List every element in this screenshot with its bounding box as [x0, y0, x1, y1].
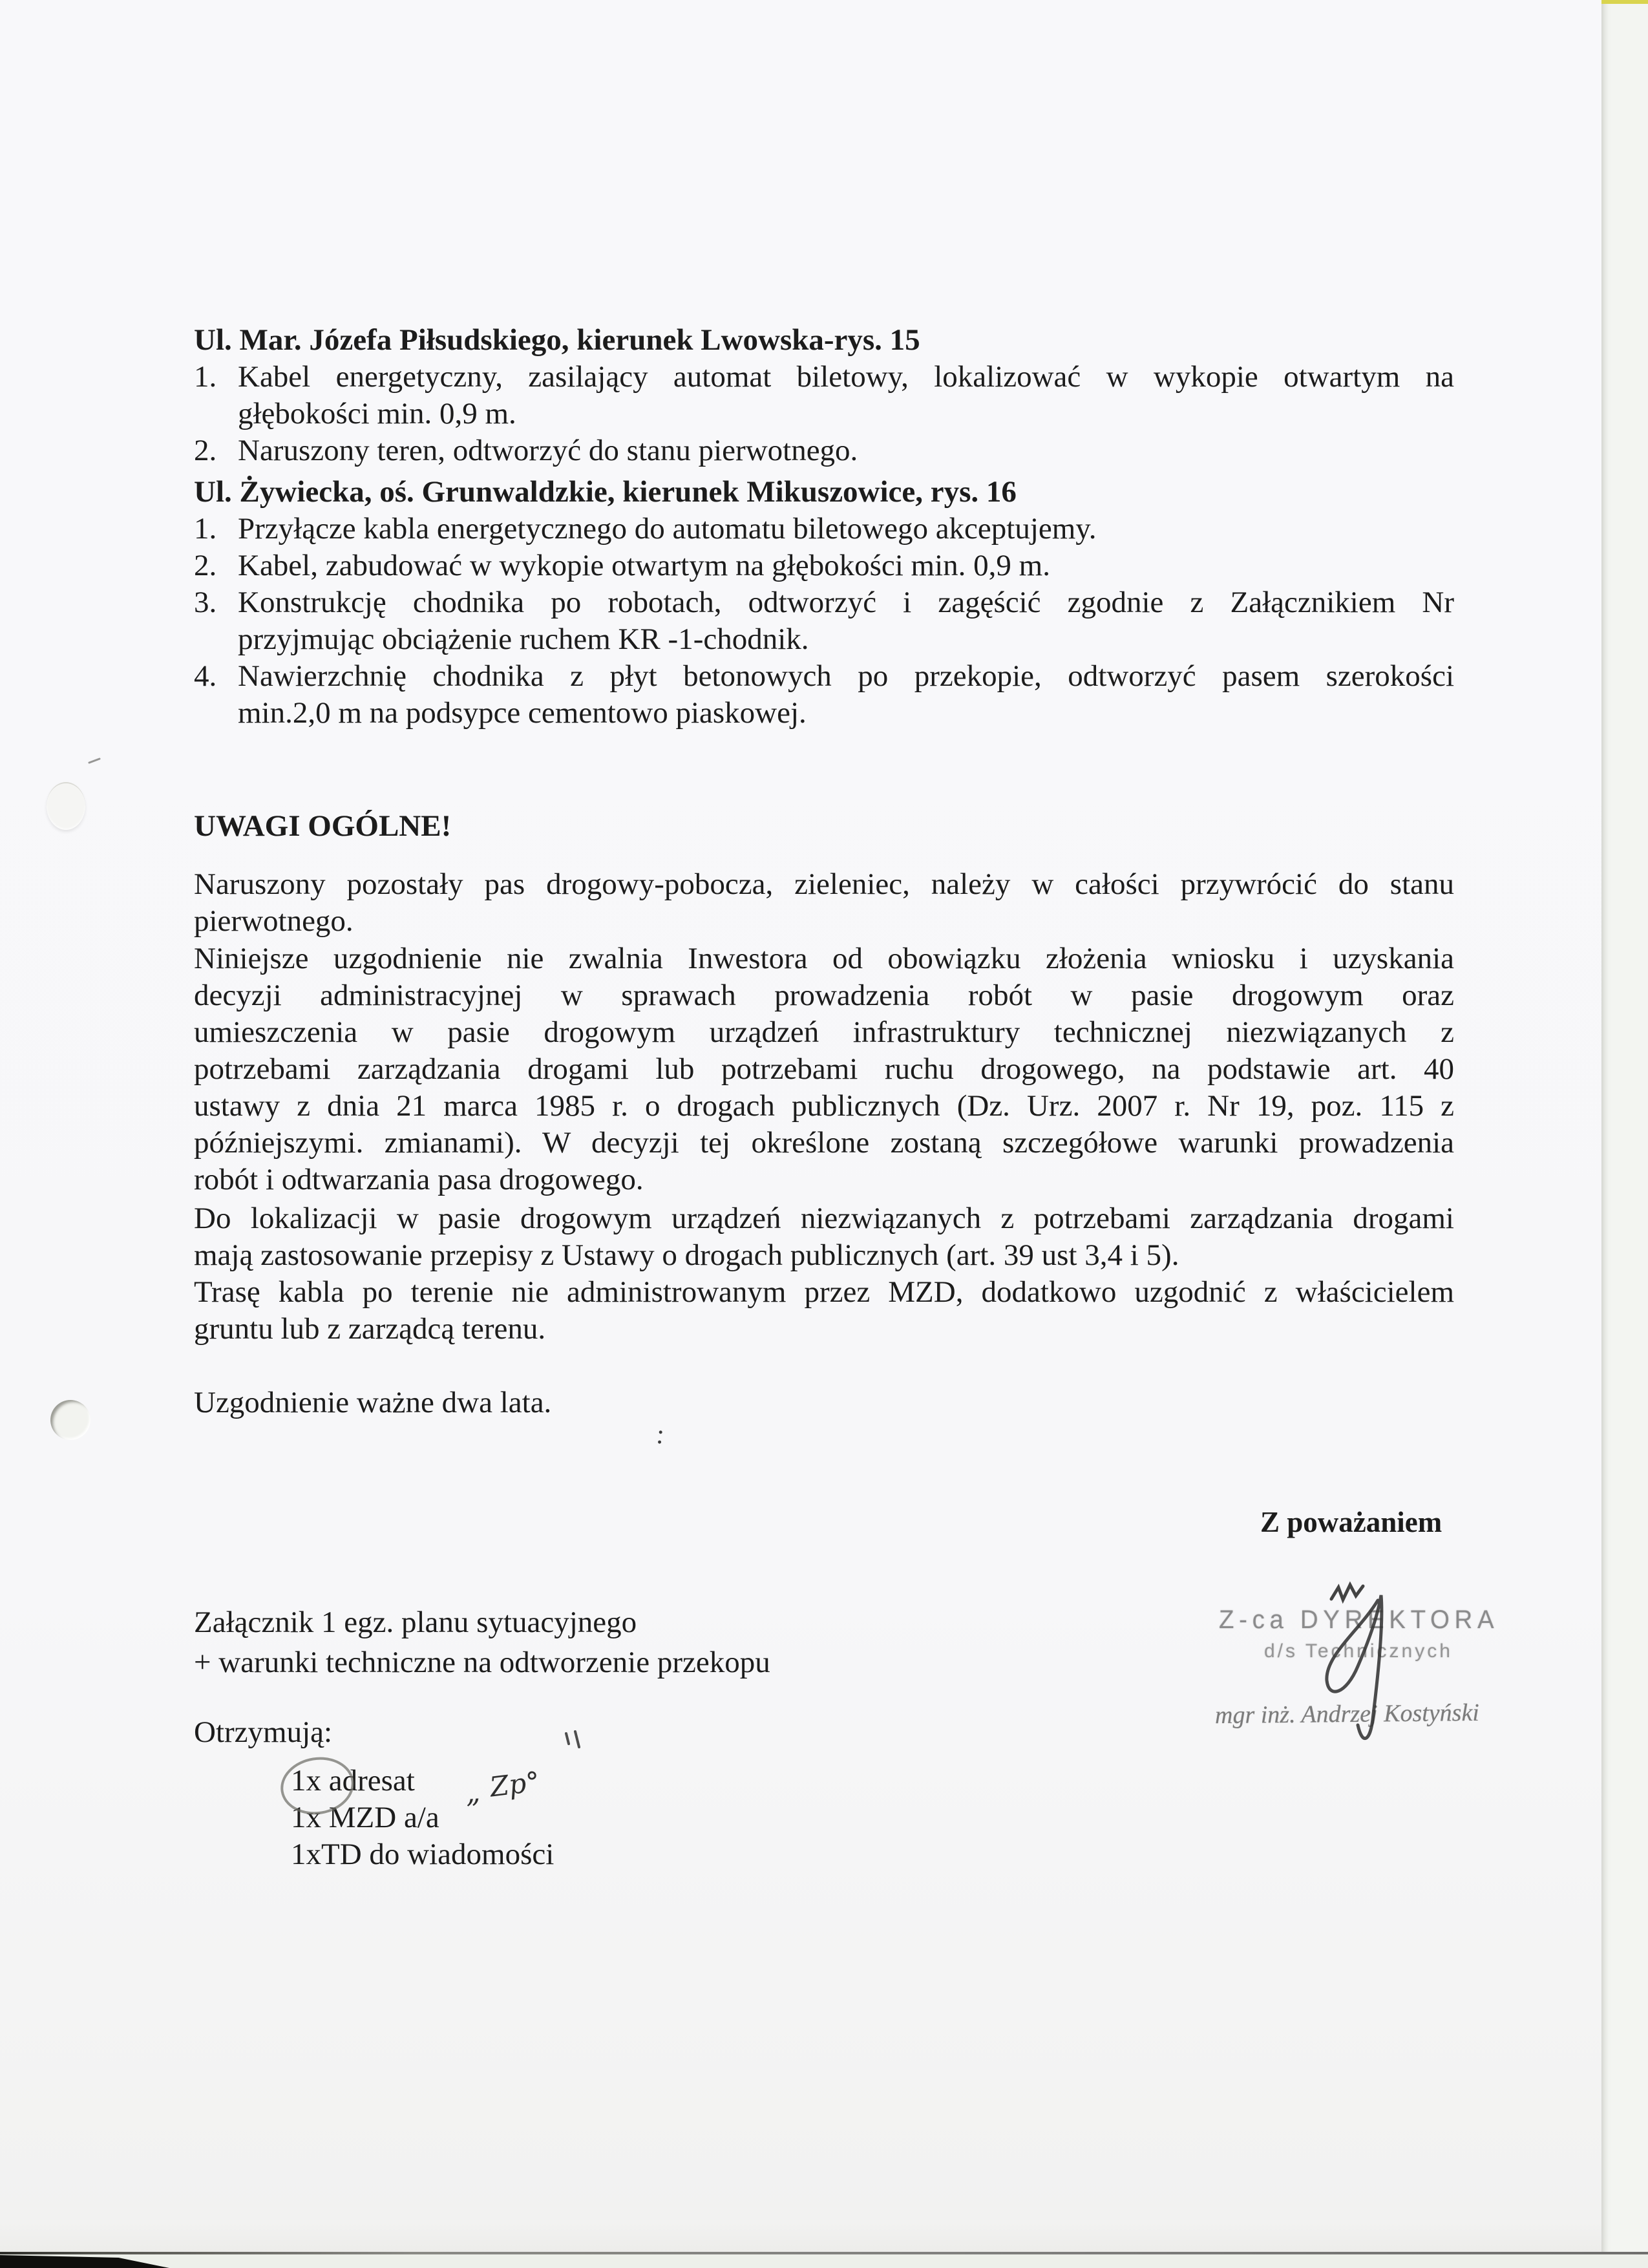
item-line: min.2,0 m na podsypce cementowo piaskowej. [238, 696, 807, 730]
stamp-subtitle: d/s Technicznych [1264, 1640, 1453, 1662]
item-number: 2. [194, 434, 217, 467]
scanner-background-strip [1601, 0, 1648, 2268]
item-line: głębokości min. 0,9 m. [238, 397, 516, 430]
item-number: 3. [194, 586, 217, 619]
section-heading: Ul. Żywiecka, oś. Grunwaldzkie, kierunek Mikuszowice, rys. 16 [194, 475, 1017, 509]
stray-ink-colon: : [655, 1419, 666, 1450]
paragraph-line: Do lokalizacji w pasie drogowym urządzeń niezwiązanych z potrzebami zarządzania drogami [194, 1202, 1454, 1235]
paragraph-1 [194, 866, 1454, 940]
section-zywiecka [194, 474, 1454, 732]
list-item [194, 511, 1454, 547]
paragraph-line: Niniejsze uzgodnienie nie zwalnia Inwestora od obowiązku złożenia wniosku i uzyskania [194, 942, 1454, 975]
paragraph-line: późniejszymi. zmianami). W decyzji tej określone zostaną szczegółowe warunki prowadzenia [194, 1126, 1454, 1160]
handwritten-zp-mark: Zp° [488, 1765, 542, 1803]
closing-salutation: Z poważaniem [1260, 1506, 1442, 1538]
item-line: Kabel, zabudować w wykopie otwartym na głębokości min. 0,9 m. [238, 549, 1050, 582]
list-item [194, 658, 1454, 732]
section-heading: Ul. Mar. Józefa Piłsudskiego, kierunek Lwowska-rys. 15 [194, 323, 920, 357]
paragraph-line: gruntu lub z zarządcą terenu. [194, 1312, 546, 1346]
stamp-title: Z-ca DYREKTORA [1219, 1606, 1499, 1634]
paragraph-line: decyzji administracyjnej w sprawach prowadzenia robót w pasie drogowym oraz [194, 979, 1454, 1012]
validity-note: Uzgodnienie ważne dwa lata. [194, 1386, 552, 1419]
item-line: Kabel energetyczny, zasilający automat biletowy, lokalizować w wykopie otwartym na [238, 360, 1454, 394]
list-item [194, 432, 1454, 469]
punch-hole [50, 1400, 90, 1440]
item-number: 1. [194, 360, 217, 394]
item-line: Konstrukcję chodnika po robotach, odtworzyć i zagęścić zgodnie z Załącznikiem Nr [238, 586, 1454, 619]
paragraph-4 [194, 1274, 1454, 1348]
handwritten-quote-mark: „ [463, 1775, 481, 1810]
list-item [194, 547, 1454, 584]
paragraph-line: Naruszony pozostały pas drogowy-pobocza, zieleniec, należy w całości przywrócić do stanu [194, 867, 1454, 901]
distribution-item: 1xTD do wiadomości [291, 1838, 555, 1871]
paragraph-line: potrzebami zarządzania drogami lub potrzebami ruchu drogowego, na podstawie art. 40 [194, 1052, 1454, 1086]
paragraph-line: umieszczenia w pasie drogowym urządzeń infrastruktury technicznej niezwiązanych z [194, 1015, 1454, 1049]
uwagi-heading: UWAGI OGÓLNE! [194, 809, 452, 843]
attachment-line: Załącznik 1 egz. planu sytuacyjnego [194, 1606, 637, 1639]
distribution-item: 1x MZD a/a [291, 1801, 439, 1834]
scan-edge-artifact [1601, 0, 1648, 4]
item-number: 1. [194, 512, 217, 546]
attachment-line: + warunki techniczne na odtworzenie przekopu [194, 1646, 770, 1679]
item-line: Przyłącze kabla energetycznego do automatu biletowego akceptujemy. [238, 512, 1097, 546]
paragraph-line: Trasę kabla po terenie nie administrowanym przez MZD, dodatkowo uzgodnić z właścicielem [194, 1275, 1454, 1309]
paragraph-line: ustawy z dnia 21 marca 1985 r. o drogach publicznych (Dz. Urz. 2007 r. Nr 19, poz. 115 z [194, 1089, 1454, 1123]
item-number: 4. [194, 659, 217, 693]
scanner-bottom-band [0, 2254, 1648, 2268]
distribution-label: Otrzymują: [194, 1715, 333, 1749]
distribution-item: 1x adresat [291, 1764, 415, 1797]
paragraph-line: mają zastosowanie przepisy z Ustawy o drogach publicznych (art. 39 ust 3,4 i 5). [194, 1238, 1179, 1272]
stamp-name: mgr inż. Andrzej Kostyński [1214, 1699, 1480, 1730]
paragraph-2 [194, 940, 1454, 1198]
list-item [194, 584, 1454, 658]
attachment-note [194, 1604, 1099, 1681]
paragraph-line: pierwotnego. [194, 904, 354, 938]
item-line: przyjmując obciążenie ruchem KR -1-chodnik. [238, 622, 809, 656]
punch-hole-emboss [47, 782, 85, 830]
list-item [194, 359, 1454, 432]
section-pilsudskiego [194, 322, 1454, 469]
item-number: 2. [194, 549, 217, 582]
paragraph-line: robót i odtwarzania pasa drogowego. [194, 1163, 644, 1196]
item-line: Naruszony teren, odtworzyć do stanu pierwotnego. [238, 434, 858, 467]
item-line: Nawierzchnię chodnika z płyt betonowych po przekopie, odtworzyć pasem szerokości [238, 659, 1454, 693]
paragraph-3 [194, 1200, 1454, 1274]
